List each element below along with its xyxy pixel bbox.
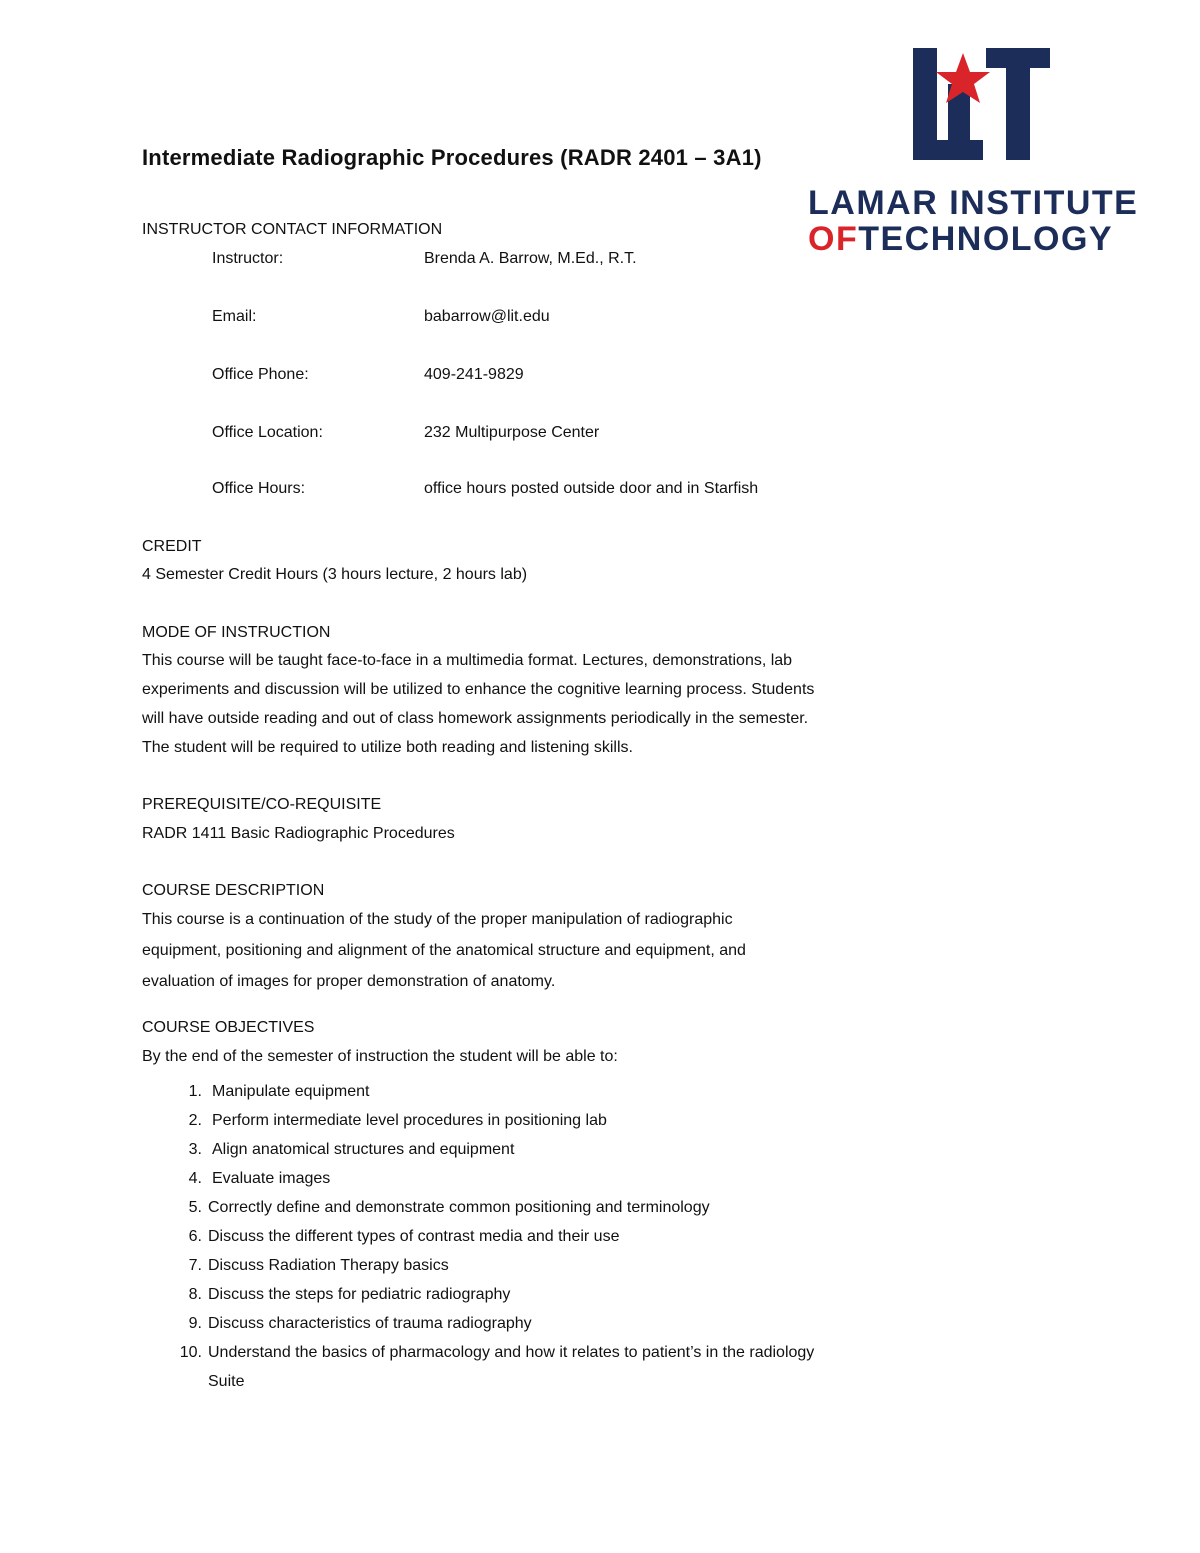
objective-text: Discuss characteristics of trauma radiography xyxy=(208,1315,532,1332)
contact-value-location: 232 Multipurpose Center xyxy=(424,424,600,441)
objective-number: 3. xyxy=(188,1141,202,1158)
objective-text: Understand the basics of pharmacology and how it relates to patient’s in the radiology xyxy=(208,1344,815,1361)
description-line: evaluation of images for proper demonstration of anatomy. xyxy=(142,973,556,990)
prereq-text: RADR 1411 Basic Radiographic Procedures xyxy=(142,825,455,842)
description-heading: COURSE DESCRIPTION xyxy=(142,882,325,899)
description-line: This course is a continuation of the study of the proper manipulation of radiographic xyxy=(142,911,733,928)
objective-number: 9. xyxy=(188,1315,202,1332)
logo-line2: TECHNOLOGY xyxy=(858,220,1114,258)
objective-item xyxy=(142,1135,1082,1164)
objective-number: 5. xyxy=(188,1199,202,1216)
objective-number: 8. xyxy=(188,1286,202,1303)
objective-text-continued: Suite xyxy=(208,1373,245,1390)
objective-item xyxy=(142,1106,1082,1135)
objective-item xyxy=(142,1164,1082,1193)
objective-text: Discuss the steps for pediatric radiography xyxy=(208,1286,511,1303)
objective-text: Evaluate images xyxy=(212,1170,331,1187)
objective-number: 7. xyxy=(188,1257,202,1274)
objective-text: Perform intermediate level procedures in positioning lab xyxy=(212,1112,607,1129)
prereq-heading: PREREQUISITE/CO-REQUISITE xyxy=(142,796,382,813)
contact-value-hours: office hours posted outside door and in Starfish xyxy=(424,480,759,497)
contact-value-instructor: Brenda A. Barrow, M.Ed., R.T. xyxy=(424,250,637,267)
objective-text: Manipulate equipment xyxy=(212,1083,370,1100)
objective-number: 1. xyxy=(188,1083,202,1100)
contact-label-instructor: Instructor: xyxy=(212,250,284,267)
objective-item xyxy=(142,1077,1082,1106)
objective-text: Discuss the different types of contrast media and their use xyxy=(208,1228,620,1245)
objective-item xyxy=(142,1338,1082,1396)
mode-line: The student will be required to utilize both reading and listening skills. xyxy=(142,739,633,756)
objective-item xyxy=(142,1280,1082,1309)
logo-line1: LAMAR INSTITUTE xyxy=(808,184,1139,222)
objectives-list xyxy=(142,1077,1082,1396)
lit-logo xyxy=(800,46,1140,261)
objective-text: Align anatomical structures and equipment xyxy=(212,1141,515,1158)
objectives-intro: By the end of the semester of instruction the student will be able to: xyxy=(142,1048,618,1065)
objective-item xyxy=(142,1222,1082,1251)
contact-label-location: Office Location: xyxy=(212,424,323,441)
objective-number: 2. xyxy=(188,1112,202,1129)
objective-item xyxy=(142,1251,1082,1280)
contact-heading: INSTRUCTOR CONTACT INFORMATION xyxy=(142,221,443,238)
contact-value-phone: 409-241-9829 xyxy=(424,366,524,383)
objective-number: 10. xyxy=(179,1344,202,1361)
contact-value-email[interactable]: babarrow@lit.edu xyxy=(424,308,550,325)
objective-number: 4. xyxy=(188,1170,202,1187)
credit-text: 4 Semester Credit Hours (3 hours lecture, 2 hours lab) xyxy=(142,566,528,583)
contact-label-email: Email: xyxy=(212,308,257,325)
objective-text: Correctly define and demonstrate common positioning and terminology xyxy=(208,1199,710,1216)
objectives-heading: COURSE OBJECTIVES xyxy=(142,1019,315,1036)
contact-label-hours: Office Hours: xyxy=(212,480,306,497)
objective-text: Discuss Radiation Therapy basics xyxy=(208,1257,449,1274)
credit-heading: CREDIT xyxy=(142,538,202,555)
mode-line: experiments and discussion will be utilized to enhance the cognitive learning process. Students xyxy=(142,681,815,698)
logo-line2-of: OF xyxy=(808,220,859,258)
objective-item xyxy=(142,1309,1082,1338)
mode-line: This course will be taught face-to-face in a multimedia format. Lectures, demonstrations, lab xyxy=(142,652,793,669)
description-line: equipment, positioning and alignment of the anatomical structure and equipment, and xyxy=(142,942,746,959)
contact-label-phone: Office Phone: xyxy=(212,366,309,383)
objective-number: 6. xyxy=(188,1228,202,1245)
document-title: Intermediate Radiographic Procedures (RADR 2401 – 3A1) xyxy=(142,145,762,170)
objective-item xyxy=(142,1193,1082,1222)
mode-heading: MODE OF INSTRUCTION xyxy=(142,624,331,641)
mode-line: will have outside reading and out of class homework assignments periodically in the semester. xyxy=(142,710,809,727)
